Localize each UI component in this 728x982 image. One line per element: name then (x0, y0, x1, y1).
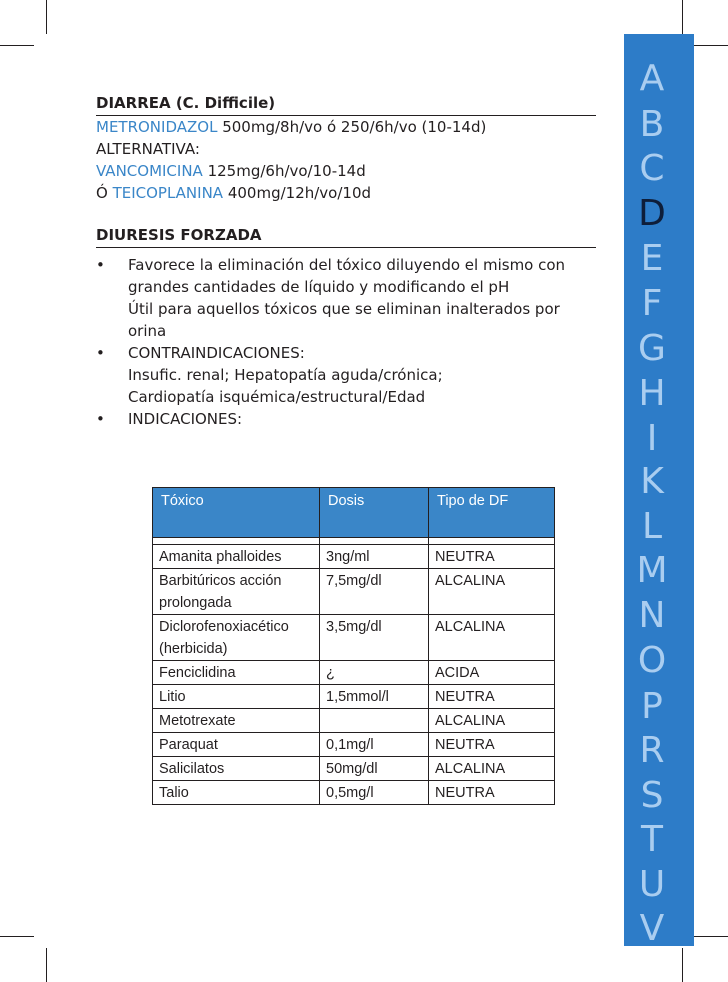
index-letter-a[interactable]: A (639, 58, 665, 99)
bullet-text: Favorece la eliminación del tóxico diluyendo el mismo con (128, 256, 566, 274)
table-row (153, 709, 555, 733)
bullet-text: Cardiopatía isquémica/estructural/Edad (128, 388, 426, 406)
index-letter-m[interactable]: M (636, 550, 668, 591)
index-letter-u[interactable]: U (638, 864, 666, 905)
index-letter-b[interactable]: B (639, 104, 665, 145)
bullet-icon: • (96, 344, 105, 362)
crop-mark (682, 948, 683, 982)
index-letter-s[interactable]: S (640, 775, 664, 816)
bullet-text: grandes cantidades de líquido y modificando el pH (128, 278, 510, 296)
section-title-diarrea: DIARREA (C. Difficile) (96, 92, 596, 116)
crop-mark (46, 948, 47, 982)
bullet-list (96, 254, 604, 430)
dose-text: 125mg/6h/vo/10-14d (202, 162, 366, 180)
table-cell: Diclorofenoxiacético (herbicida) (153, 615, 320, 661)
table-cell: Litio (153, 685, 320, 709)
drug-name: TEICOPLANINA (112, 184, 224, 202)
table-cell (320, 709, 429, 733)
table-cell: ALCALINA (429, 569, 555, 615)
table-cell: NEUTRA (429, 781, 555, 805)
table-cell: Metotrexate (153, 709, 320, 733)
or-prefix: Ó (96, 184, 113, 202)
section-title-diuresis: DIURESIS FORZADA (96, 224, 596, 248)
table-spacer (153, 538, 555, 545)
table-cell: 0,1mg/l (320, 733, 429, 757)
column-header: Tipo de DF (429, 488, 555, 538)
table-cell: Amanita phalloides (153, 545, 320, 569)
bullet-text: Insufic. renal; Hepatopatía aguda/crónica; (128, 366, 443, 384)
table-cell: 3,5mg/dl (320, 615, 429, 661)
indications-table (152, 487, 555, 805)
drug-name: VANCOMICINA (96, 162, 203, 180)
table-cell: 3ng/ml (320, 545, 429, 569)
table-row (153, 685, 555, 709)
dose-text: 500mg/8h/vo ó 250/6h/vo (10-14d) (217, 118, 487, 136)
crop-mark (46, 0, 47, 34)
index-letter-v[interactable]: V (639, 908, 665, 949)
index-letter-h[interactable]: H (638, 373, 666, 414)
bullet-text: CONTRAINDICACIONES: (128, 344, 305, 362)
table-row (153, 545, 555, 569)
table-cell: Salicilatos (153, 757, 320, 781)
bullet-icon: • (96, 256, 105, 274)
bullet-icon: • (96, 410, 105, 428)
index-letter-e[interactable]: E (640, 238, 664, 279)
table-cell: ALCALINA (429, 615, 555, 661)
index-letter-l[interactable]: L (641, 506, 663, 547)
bullet-item (96, 254, 604, 342)
table-cell: 50mg/dl (320, 757, 429, 781)
bullet-item (96, 342, 604, 408)
table-cell: 7,5mg/dl (320, 569, 429, 615)
dose-text: 400mg/12h/vo/10d (223, 184, 372, 202)
treatment-line (96, 182, 604, 204)
table-row (153, 615, 555, 661)
alphabet-index-sidebar (624, 34, 694, 949)
table-cell: ¿ (320, 661, 429, 685)
table-cell: ALCALINA (429, 709, 555, 733)
alternative-label: ALTERNATIVA: (96, 140, 200, 158)
table-cell: NEUTRA (429, 733, 555, 757)
column-header: Tóxico (153, 488, 320, 538)
treatment-line (96, 116, 604, 138)
table-cell: 0,5mg/l (320, 781, 429, 805)
table-cell: 1,5mmol/l (320, 685, 429, 709)
table-row (153, 757, 555, 781)
drug-name: METRONIDAZOL (96, 118, 218, 136)
crop-mark (0, 936, 34, 937)
index-letter-n[interactable]: N (638, 595, 666, 636)
page-content (96, 92, 604, 430)
bullet-text: Útil para aquellos tóxicos que se eliminan inalterados por (128, 300, 560, 318)
index-letter-t[interactable]: T (641, 819, 663, 860)
index-letter-f[interactable]: F (641, 283, 663, 324)
treatment-line (96, 160, 604, 182)
table-cell: NEUTRA (429, 685, 555, 709)
index-letter-d[interactable]: D (638, 193, 666, 234)
crop-mark (694, 45, 728, 46)
index-letter-i[interactable]: I (646, 418, 658, 459)
crop-mark (694, 936, 728, 937)
table-row (153, 569, 555, 615)
index-letter-p[interactable]: P (641, 686, 663, 727)
table-row (153, 781, 555, 805)
bullet-item (96, 408, 604, 430)
table-cell: ACIDA (429, 661, 555, 685)
table-row (153, 733, 555, 757)
index-letter-g[interactable]: G (638, 328, 666, 369)
table-cell: Talio (153, 781, 320, 805)
table-cell: NEUTRA (429, 545, 555, 569)
index-letter-r[interactable]: R (639, 730, 665, 771)
index-letter-k[interactable]: K (640, 461, 664, 502)
bullet-text: INDICACIONES: (128, 410, 243, 428)
table-cell: Paraquat (153, 733, 320, 757)
bullet-text: orina (128, 322, 167, 340)
column-header: Dosis (320, 488, 429, 538)
table-header-row (153, 488, 555, 538)
table-row (153, 661, 555, 685)
table-cell: Fenciclidina (153, 661, 320, 685)
index-letter-c[interactable]: C (639, 148, 665, 189)
table-cell: ALCALINA (429, 757, 555, 781)
crop-mark (0, 45, 34, 46)
table-cell: Barbitúricos acción prolongada (153, 569, 320, 615)
index-letter-o[interactable]: O (637, 640, 667, 681)
crop-mark (682, 0, 683, 34)
